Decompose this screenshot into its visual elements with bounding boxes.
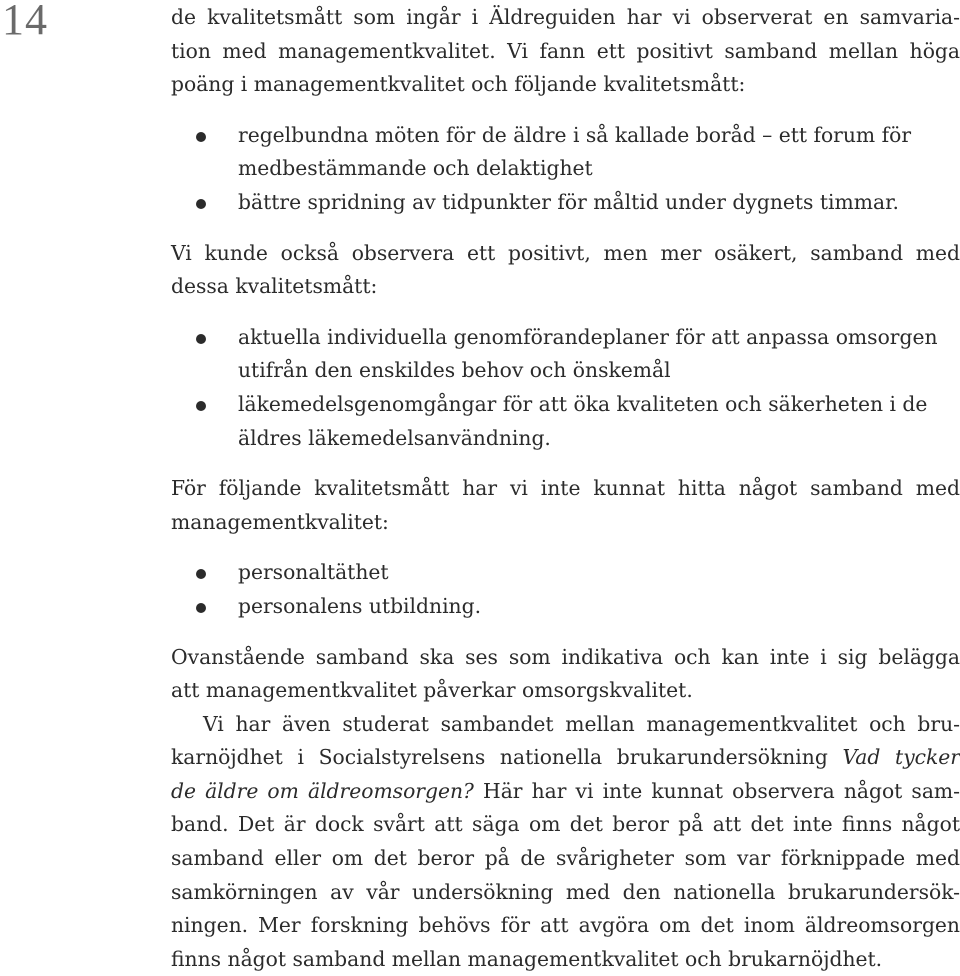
text-line: utifrån den enskildes behov och önskemål [238,358,671,383]
text-line: samkörningen av vår undersökning med den nationella brukarundersök- [171,879,960,904]
text-line: dessa kvalitetsmått: [171,274,378,299]
bullet-icon [196,199,206,209]
text-line: samband eller om det beror på de svårigheter som var förknippade med [171,846,960,871]
text-line: att managementkvalitet påverkar omsorgskvalitet. [171,678,693,703]
text-line: aktuella individuella genomförandeplaner för att anpassa omsorgen [238,324,938,349]
text-line: personaltäthet [238,560,389,585]
text-line: managementkvalitet: [171,509,389,534]
text-line: äldres läkemedelsanvändning. [238,425,551,450]
text-line: poäng i managementkvalitet och följande kvalitetsmått: [171,72,746,97]
text-line: bättre spridning av tidpunkter för måltid under dygnets timmar. [238,189,900,214]
bullet-icon [196,603,206,613]
page-number: 14 [2,0,48,44]
bullet-icon [196,132,206,142]
paragraph-no-relation [171,472,960,539]
bullet-icon [196,334,206,344]
text-line [171,775,960,809]
paragraph-indicative [171,641,960,708]
text-segment: Här har vi inte kunnat observera något sam- [473,778,960,803]
text-line: regelbundna möten för de äldre i så kallade boråd – ett forum för [238,122,912,147]
text-segment: karnöjdhet i Socialstyrelsens nationella brukarundersökning [171,745,843,770]
report-title-part: de äldre om äldreomsorgen? [171,778,474,803]
paragraph-intro [171,1,960,102]
paragraph-user-satisfaction [171,708,960,976]
text-line: personalens utbildning. [238,593,482,618]
text-line: finns något samband mellan managementkvalitet och brukarnöjdhet. [171,946,883,971]
bullet-list-uncertain [171,321,960,455]
list-item [171,590,960,624]
list-item [171,186,960,220]
text-line: medbestämmande och delaktighet [238,156,593,181]
bullet-icon [196,569,206,579]
list-item [171,556,960,590]
text-line [171,741,960,775]
bullet-icon [196,401,206,411]
bullet-list-positive [171,119,960,220]
list-item [171,321,960,388]
text-line: Vi kunde också observera ett positivt, men mer osäkert, samband med [171,240,960,265]
body-text-column [171,0,960,976]
list-item [171,119,960,186]
text-line: läkemedelsgenomgångar för att öka kvaliteten och säkerheten i de [238,391,928,416]
report-title-part: Vad tycker [842,745,960,770]
text-line: band. Det är dock svårt att säga om det beror på att det inte finns något [171,812,960,837]
text-line: Vi har även studerat sambandet mellan managementkvalitet och bru- [203,711,960,736]
bullet-list-no-relation [171,556,960,623]
text-line: tion med managementkvalitet. Vi fann ett positivt samband mellan höga [171,38,960,63]
text-line: ningen. Mer forskning behövs för att avgöra om det inom äldreomsorgen [171,913,960,938]
text-line: För följande kvalitetsmått har vi inte kunnat hitta något samband med [171,476,960,501]
paragraph-uncertain [171,237,960,304]
text-line: de kvalitetsmått som ingår i Äldreguiden har vi observerat en samvaria- [171,5,960,29]
text-line: Ovanstående samband ska ses som indikativa och kan inte i sig belägga [171,644,960,669]
list-item [171,388,960,455]
